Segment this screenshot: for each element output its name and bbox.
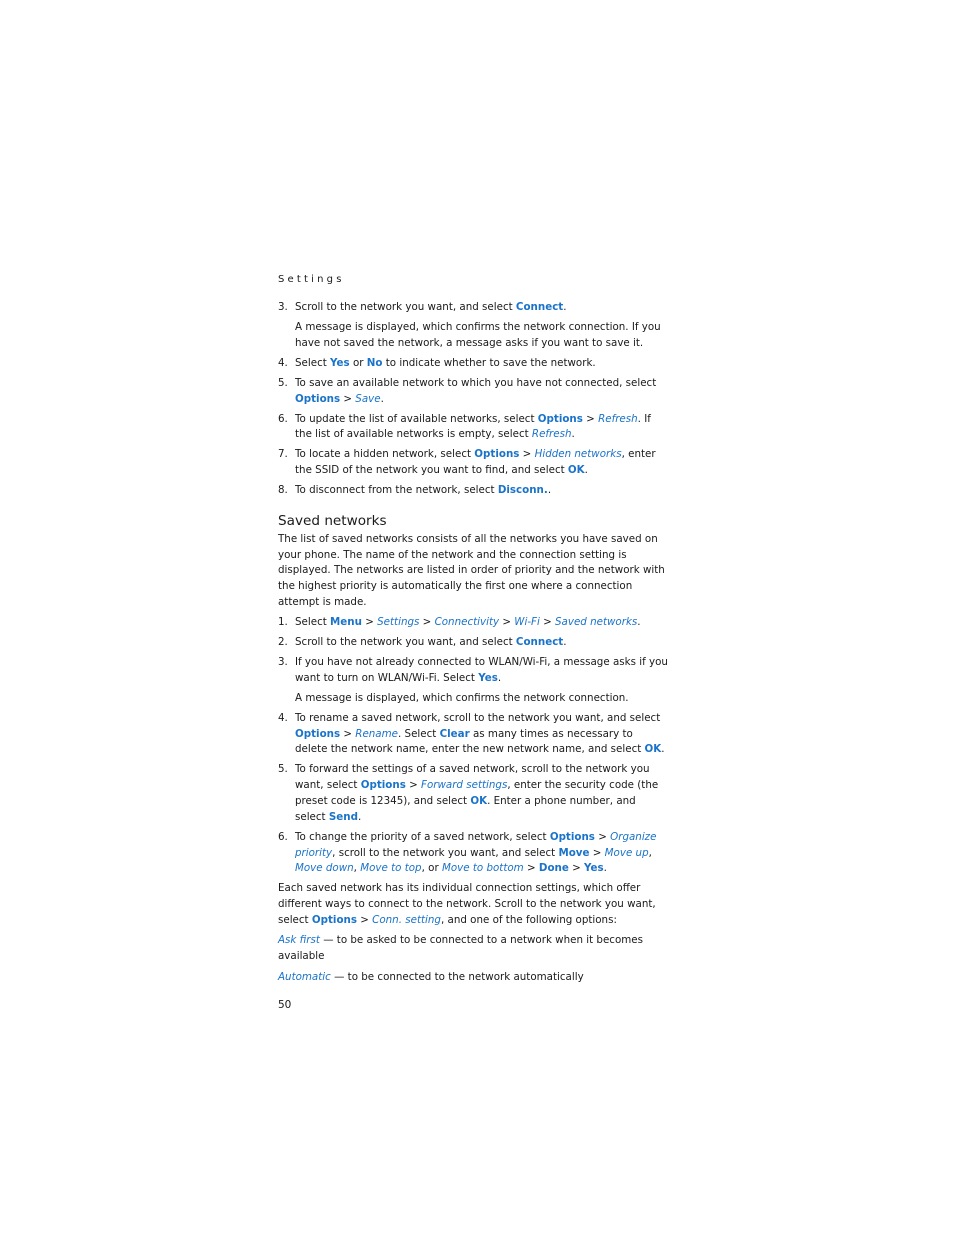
body-text: A message is displayed, which confirms the network connection. If you have not saved the network, a message asks if you want to save it.: [295, 320, 661, 349]
ui-command-label: Connect: [515, 636, 564, 649]
section-title: Saved networks: [278, 512, 387, 529]
menu-option-label: Wi-Fi: [514, 616, 540, 629]
body-text: , or: [421, 862, 442, 875]
step-item: [278, 615, 668, 631]
body-text: .: [357, 810, 362, 823]
body-text: To locate a hidden network, select: [295, 448, 475, 461]
body-text: .: [380, 392, 384, 405]
step-text: [295, 376, 668, 408]
step-text: [295, 830, 668, 877]
step-number: 6.: [278, 830, 288, 843]
body-text: >: [589, 846, 605, 859]
ui-command-label: Move: [558, 846, 590, 859]
step-text: [295, 300, 668, 316]
step-text: [295, 762, 668, 825]
steps-list-saved: [278, 615, 668, 877]
body-text: >: [405, 779, 422, 792]
body-text: . Enter a phone number, and select: [295, 794, 636, 823]
option-item: [278, 970, 668, 986]
step-item: [278, 376, 668, 408]
menu-option-label: Connectivity: [434, 616, 500, 629]
body-text: , and one of the following options:: [440, 913, 617, 926]
step-text: [295, 635, 668, 651]
ui-command-label: No: [366, 356, 383, 369]
steps-list-available: [278, 300, 668, 499]
body-text: A message is displayed, which confirms the network connection.: [295, 691, 629, 704]
body-text: To forward the settings of a saved network, scroll to the network you want, select: [295, 763, 650, 792]
menu-option-label: Move to top: [360, 862, 422, 875]
section-header: Settings: [278, 274, 345, 285]
menu-option-label: Refresh: [531, 428, 572, 441]
body-text: To rename a saved network, scroll to the network you want, and select: [295, 711, 661, 724]
step-item: [278, 412, 668, 444]
menu-option-label: Ask first: [278, 933, 320, 946]
step-item: [278, 762, 668, 825]
body-text: .: [497, 671, 502, 684]
menu-option-label: Hidden networks: [534, 448, 622, 461]
ui-command-label: Options: [295, 392, 341, 405]
ui-command-label: OK: [567, 464, 585, 477]
body-text: , enter the security code (the preset code is 12345), and select: [295, 779, 659, 807]
outro-paragraph: [278, 881, 668, 928]
ui-command-label: Options: [537, 412, 583, 425]
body-text: — to be asked to be connected to a network when it becomes available: [278, 933, 643, 962]
ui-command-label: Disconn.: [497, 484, 548, 497]
step-number: 8.: [278, 484, 288, 497]
body-text: .: [603, 862, 607, 875]
menu-option-label: Refresh: [598, 412, 638, 425]
ui-command-label: Send: [328, 810, 358, 823]
step-item: [278, 356, 668, 372]
ui-command-label: Options: [549, 830, 595, 843]
step-number: 6.: [278, 412, 288, 425]
menu-option-label: Move to bottom: [441, 862, 524, 875]
step-item: [278, 447, 668, 479]
body-text: .: [547, 484, 552, 497]
body-text: to indicate whether to save the network.: [382, 356, 596, 369]
step-note: [295, 320, 668, 352]
step-item: [278, 635, 668, 651]
ui-command-label: Options: [474, 448, 520, 461]
body-text: Scroll to the network you want, and select: [295, 636, 516, 649]
body-text: Each saved network has its individual connection settings, which offer different ways to connect to the network. Scroll to the network you want, select: [278, 882, 656, 926]
step-number: 3.: [278, 656, 288, 669]
ui-command-label: OK: [470, 794, 488, 807]
intro-paragraph: The list of saved networks consists of all the networks you have saved on your phone. The name of the network and the connection setting is displayed. The networks are listed in order of priority and the network with the highest priority is automatically the first one where a connection attempt is made.: [278, 532, 665, 609]
ui-command-label: Yes: [478, 671, 498, 684]
body-text: To disconnect from the network, select: [295, 484, 498, 497]
body-text: . If the list of available networks is empty, select: [295, 412, 651, 441]
body-text: ,: [353, 862, 361, 875]
option-item: [278, 933, 668, 965]
step-item: [278, 300, 668, 316]
options-list: [278, 933, 668, 985]
body-text: >: [594, 830, 611, 843]
step-number: 4.: [278, 356, 288, 369]
body-text: >: [356, 913, 373, 926]
body-text: as many times as necessary to delete the network name, enter the new network name, and select: [295, 727, 645, 756]
body-text: >: [523, 862, 539, 875]
body-text: , enter the SSID of the network you want to find, and select: [295, 448, 656, 477]
step-note: [295, 691, 668, 707]
body-text: >: [582, 412, 599, 425]
step-item: [278, 483, 668, 499]
step-item: [278, 655, 668, 687]
body-text: >: [539, 616, 556, 629]
step-item: [278, 711, 668, 758]
manual-page: [278, 274, 668, 1011]
menu-option-label: Organize priority: [295, 830, 657, 859]
step-text: [295, 711, 668, 758]
ui-command-label: Options: [311, 913, 357, 926]
body-text: If you have not already connected to WLAN/Wi-Fi, a message asks if you want to turn on WLAN/Wi-Fi. Select: [295, 656, 668, 684]
menu-option-label: Settings: [377, 616, 420, 629]
body-text: >: [499, 616, 515, 629]
body-text: Scroll to the network you want, and select: [295, 301, 516, 313]
step-text: [295, 412, 668, 444]
body-text: Select: [295, 356, 331, 369]
body-text: .: [584, 464, 588, 477]
body-text: .: [563, 301, 567, 313]
step-number: 2.: [278, 636, 288, 649]
body-text: ,: [648, 846, 652, 859]
menu-option-label: Move up: [604, 846, 649, 859]
step-number: 1.: [278, 616, 288, 629]
step-text: [295, 655, 668, 687]
body-text: To update the list of available networks, select: [295, 412, 538, 425]
step-text: [295, 615, 668, 631]
body-text: >: [519, 448, 535, 461]
body-text: , scroll to the network you want, and select: [332, 846, 559, 859]
body-text: To save an available network to which you have not connected, select: [295, 376, 657, 389]
body-text: Select: [295, 616, 331, 629]
body-text: .: [571, 428, 575, 441]
body-text: >: [419, 616, 435, 629]
step-number: 5.: [278, 763, 288, 776]
menu-option-label: Move down: [295, 862, 354, 875]
menu-option-label: Save: [355, 392, 381, 405]
menu-option-label: Forward settings: [421, 779, 508, 792]
ui-command-label: Menu: [330, 616, 362, 629]
ui-command-label: Options: [360, 779, 406, 792]
body-text: .: [563, 636, 567, 649]
ui-command-label: Yes: [584, 862, 604, 875]
body-text: — to be connected to the network automatically: [330, 970, 584, 983]
ui-command-label: Clear: [439, 727, 470, 740]
body-text: >: [361, 616, 378, 629]
step-text: [295, 447, 668, 479]
menu-option-label: Conn. setting: [372, 913, 441, 926]
ui-command-label: Done: [538, 862, 569, 875]
body-text: .: [661, 743, 665, 756]
body-text: .: [637, 616, 641, 629]
ui-command-label: OK: [644, 743, 662, 756]
ui-command-label: Options: [295, 727, 341, 740]
step-item: [278, 830, 668, 877]
ui-command-label: Connect: [515, 301, 564, 313]
body-text: . Select: [398, 727, 440, 740]
step-number: 3.: [278, 301, 288, 313]
body-text: or: [349, 356, 367, 369]
menu-option-label: Saved networks: [555, 616, 638, 629]
menu-option-label: Rename: [355, 727, 398, 740]
body-text: >: [340, 392, 356, 405]
step-text: [295, 483, 668, 499]
step-number: 5.: [278, 376, 288, 389]
body-text: >: [340, 727, 356, 740]
body-text: To change the priority of a saved network, select: [295, 830, 550, 843]
page-number: 50: [278, 999, 292, 1012]
step-number: 4.: [278, 711, 288, 724]
ui-command-label: Yes: [330, 356, 350, 369]
menu-option-label: Automatic: [278, 970, 331, 983]
step-text: [295, 356, 668, 372]
body-text: >: [568, 862, 585, 875]
step-number: 7.: [278, 448, 288, 461]
